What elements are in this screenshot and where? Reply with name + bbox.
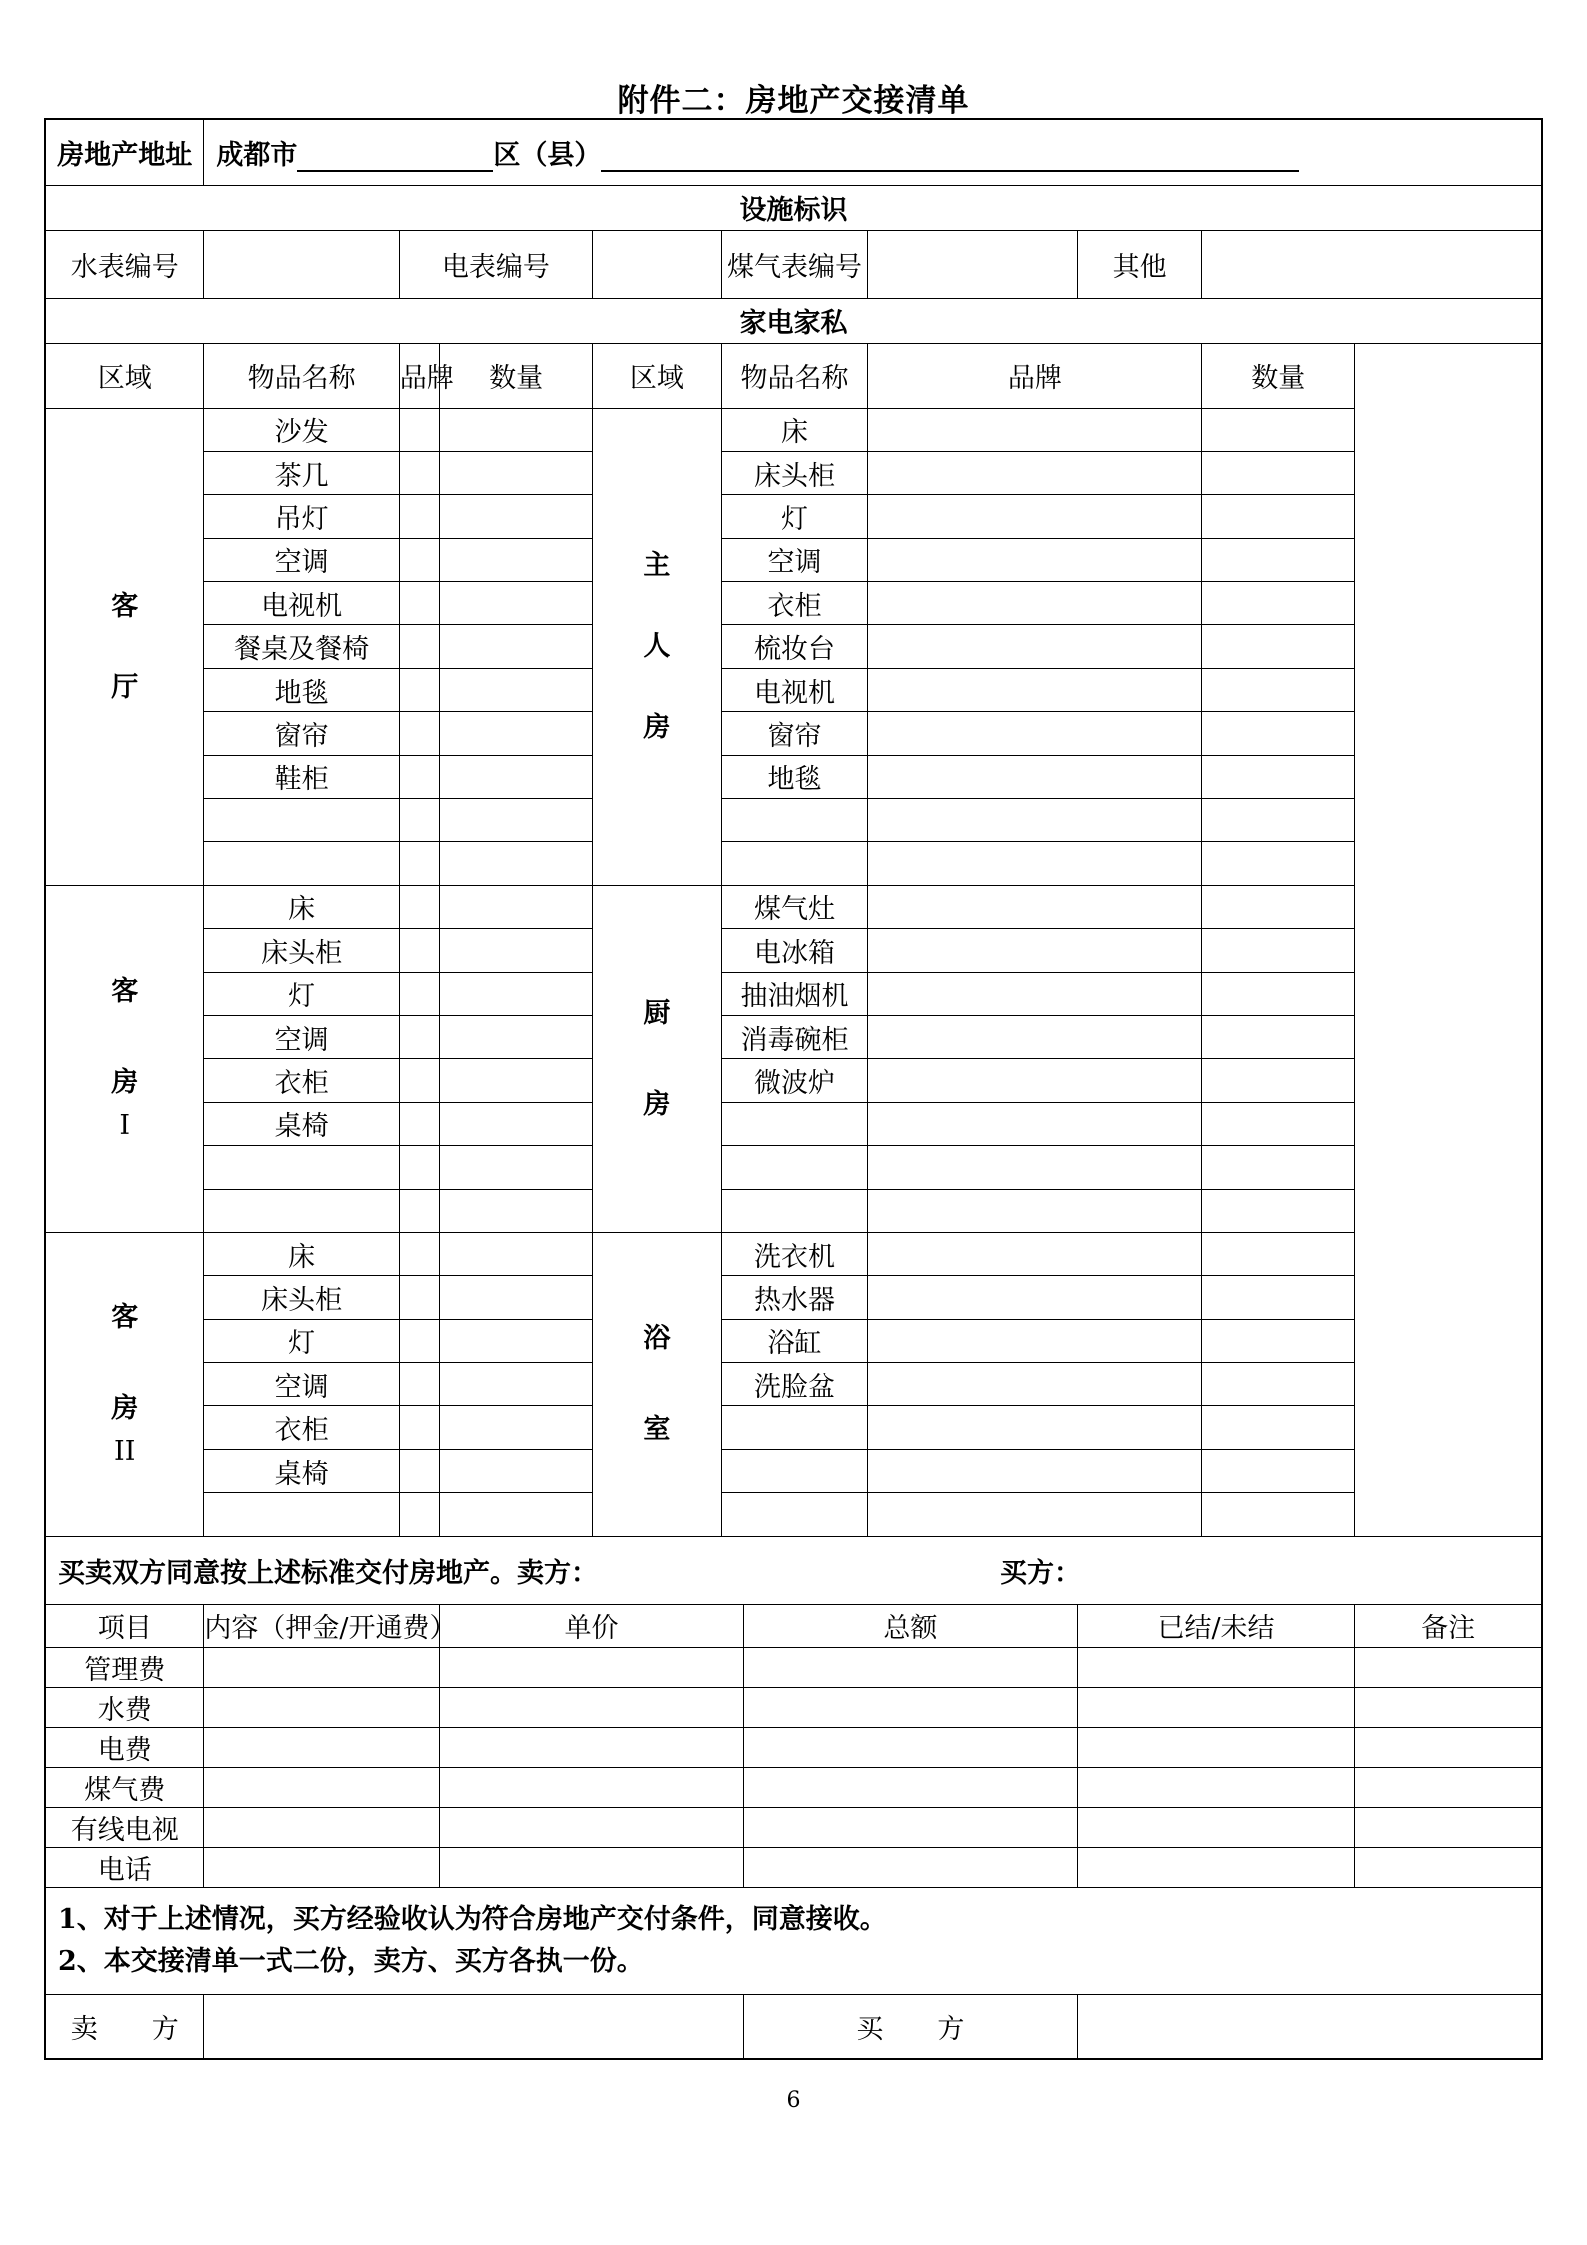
brand-input[interactable] xyxy=(399,1232,439,1275)
gas-meter-label: 煤气表编号 xyxy=(721,230,868,298)
water-meter-label: 水表编号 xyxy=(45,230,204,298)
fee-header-total: 总额 xyxy=(743,1604,1077,1647)
qty-input[interactable] xyxy=(1202,668,1355,711)
brand-input[interactable] xyxy=(399,1406,439,1449)
brand-input[interactable] xyxy=(868,1406,1202,1449)
electric-meter-value[interactable] xyxy=(593,230,722,298)
item-name xyxy=(204,1493,399,1536)
item-name: 梳妆台 xyxy=(721,625,868,668)
brand-input[interactable] xyxy=(399,495,439,538)
brand-input[interactable] xyxy=(399,668,439,711)
item-name: 窗帘 xyxy=(721,712,868,755)
agreement-text: 买卖双方同意按上述标准交付房地产。卖方： xyxy=(58,1557,598,1589)
area-label-guest-room-2 xyxy=(45,1232,204,1536)
brand-input[interactable] xyxy=(399,1015,439,1058)
area-number: II xyxy=(114,1435,136,1467)
qty-input[interactable] xyxy=(440,1232,593,1275)
address-value xyxy=(204,119,1542,185)
column-header-area: 区域 xyxy=(45,343,204,408)
item-name: 餐桌及餐椅 xyxy=(204,625,399,668)
fee-unit-price-input[interactable] xyxy=(440,1687,744,1727)
fee-settled-input[interactable] xyxy=(1077,1687,1354,1727)
qty-input[interactable] xyxy=(440,1276,593,1319)
brand-input[interactable] xyxy=(868,1059,1202,1102)
item-name: 茶几 xyxy=(204,451,399,494)
column-header-qty: 数量 xyxy=(440,343,593,408)
item-name: 洗衣机 xyxy=(721,1232,868,1275)
qty-input[interactable] xyxy=(440,712,593,755)
fee-total-input[interactable] xyxy=(743,1807,1077,1847)
fee-item: 煤气费 xyxy=(45,1767,204,1807)
brand-input[interactable] xyxy=(399,1363,439,1406)
brand-input[interactable] xyxy=(868,799,1202,842)
qty-input[interactable] xyxy=(1202,755,1355,798)
item-name xyxy=(721,842,868,885)
area-char: 室 xyxy=(643,1414,671,1446)
fee-remark-input[interactable] xyxy=(1355,1647,1542,1687)
area-label-bathroom xyxy=(593,1232,722,1536)
brand-input[interactable] xyxy=(868,1232,1202,1275)
city-label: 成都市 xyxy=(216,139,298,171)
item-name xyxy=(721,1493,868,1536)
qty-input[interactable] xyxy=(440,1146,593,1189)
item-name: 空调 xyxy=(721,538,868,581)
fee-settled-input[interactable] xyxy=(1077,1727,1354,1767)
item-name xyxy=(721,799,868,842)
fee-unit-price-input[interactable] xyxy=(440,1727,744,1767)
column-header-brand: 品牌 xyxy=(868,343,1202,408)
qty-input[interactable] xyxy=(440,1102,593,1145)
area-char: 房 xyxy=(111,1392,139,1424)
fee-item: 水费 xyxy=(45,1687,204,1727)
brand-input[interactable] xyxy=(399,1102,439,1145)
area-char: 人 xyxy=(643,631,671,663)
qty-input[interactable] xyxy=(1202,408,1355,451)
brand-input[interactable] xyxy=(868,408,1202,451)
fee-unit-price-input[interactable] xyxy=(440,1767,744,1807)
qty-input[interactable] xyxy=(1202,451,1355,494)
qty-input[interactable] xyxy=(1202,1232,1355,1275)
brand-input[interactable] xyxy=(399,885,439,928)
fee-content-input[interactable] xyxy=(204,1687,440,1727)
item-name: 衣柜 xyxy=(204,1059,399,1102)
brand-input[interactable] xyxy=(399,625,439,668)
brand-input[interactable] xyxy=(868,451,1202,494)
brand-input[interactable] xyxy=(399,1319,439,1362)
facilities-header: 设施标识 xyxy=(45,185,1542,230)
item-name: 地毯 xyxy=(721,755,868,798)
item-name: 灯 xyxy=(204,972,399,1015)
qty-input[interactable] xyxy=(440,582,593,625)
brand-input[interactable] xyxy=(399,799,439,842)
qty-input[interactable] xyxy=(1202,885,1355,928)
area-char: 厅 xyxy=(111,671,139,703)
other-value[interactable] xyxy=(1202,230,1542,298)
qty-input[interactable] xyxy=(1202,1015,1355,1058)
brand-input[interactable] xyxy=(868,1189,1202,1232)
item-name: 桌椅 xyxy=(204,1102,399,1145)
area-char: 客 xyxy=(111,976,139,1008)
qty-input[interactable] xyxy=(1202,929,1355,972)
item-name: 床头柜 xyxy=(204,1276,399,1319)
buyer-sign-label: 买 方 xyxy=(743,1994,1077,2059)
brand-input[interactable] xyxy=(868,842,1202,885)
qty-input[interactable] xyxy=(440,885,593,928)
item-name: 煤气灶 xyxy=(721,885,868,928)
item-name: 衣柜 xyxy=(721,582,868,625)
area-char: 房 xyxy=(643,712,671,744)
area-label-master-room xyxy=(593,408,722,885)
area-char: 房 xyxy=(111,1067,139,1099)
item-name: 电视机 xyxy=(721,668,868,711)
item-name: 鞋柜 xyxy=(204,755,399,798)
item-name: 吊灯 xyxy=(204,495,399,538)
brand-input[interactable] xyxy=(868,972,1202,1015)
fee-unit-price-input[interactable] xyxy=(440,1647,744,1687)
brand-input[interactable] xyxy=(399,842,439,885)
qty-input[interactable] xyxy=(1202,582,1355,625)
item-name: 床头柜 xyxy=(204,929,399,972)
item-name xyxy=(721,1449,868,1492)
fee-unit-price-input[interactable] xyxy=(440,1847,744,1887)
column-header-brand: 品牌 xyxy=(399,343,439,408)
qty-input[interactable] xyxy=(440,1189,593,1232)
fee-header-remark: 备注 xyxy=(1355,1604,1542,1647)
qty-input[interactable] xyxy=(440,538,593,581)
qty-input[interactable] xyxy=(1202,1449,1355,1492)
brand-input[interactable] xyxy=(399,451,439,494)
item-name: 空调 xyxy=(204,1015,399,1058)
column-header-item: 物品名称 xyxy=(721,343,868,408)
brand-input[interactable] xyxy=(868,495,1202,538)
column-header-area: 区域 xyxy=(593,343,722,408)
item-name: 灯 xyxy=(204,1319,399,1362)
item-name: 浴缸 xyxy=(721,1319,868,1362)
item-name: 微波炉 xyxy=(721,1059,868,1102)
brand-input[interactable] xyxy=(868,1276,1202,1319)
item-name: 电视机 xyxy=(204,582,399,625)
district-label: 区（县） xyxy=(493,139,602,171)
qty-input[interactable] xyxy=(440,1493,593,1536)
brand-input[interactable] xyxy=(868,885,1202,928)
qty-input[interactable] xyxy=(440,668,593,711)
brand-input[interactable] xyxy=(399,712,439,755)
gas-meter-value[interactable] xyxy=(868,230,1078,298)
appliances-header: 家电家私 xyxy=(45,298,1542,343)
brand-input[interactable] xyxy=(399,929,439,972)
fee-item: 管理费 xyxy=(45,1647,204,1687)
item-name: 灯 xyxy=(721,495,868,538)
fee-content-input[interactable] xyxy=(204,1647,440,1687)
water-meter-value[interactable] xyxy=(204,230,399,298)
item-name: 床头柜 xyxy=(721,451,868,494)
agreement-line xyxy=(45,1536,1542,1604)
brand-input[interactable] xyxy=(399,1146,439,1189)
qty-input[interactable] xyxy=(1202,1102,1355,1145)
brand-input[interactable] xyxy=(868,625,1202,668)
qty-input[interactable] xyxy=(1202,799,1355,842)
qty-input[interactable] xyxy=(1202,1059,1355,1102)
qty-input[interactable] xyxy=(1202,972,1355,1015)
brand-input[interactable] xyxy=(399,755,439,798)
item-name: 桌椅 xyxy=(204,1449,399,1492)
item-name: 窗帘 xyxy=(204,712,399,755)
fee-remark-input[interactable] xyxy=(1355,1847,1542,1887)
fee-content-input[interactable] xyxy=(204,1847,440,1887)
brand-input[interactable] xyxy=(399,1493,439,1536)
item-name: 床 xyxy=(721,408,868,451)
brand-input[interactable] xyxy=(399,1059,439,1102)
fee-remark-input[interactable] xyxy=(1355,1767,1542,1807)
other-label: 其他 xyxy=(1077,230,1201,298)
qty-input[interactable] xyxy=(1202,712,1355,755)
item-name: 床 xyxy=(204,1232,399,1275)
fee-total-input[interactable] xyxy=(743,1647,1077,1687)
fee-content-input[interactable] xyxy=(204,1767,440,1807)
item-name: 消毒碗柜 xyxy=(721,1015,868,1058)
item-name xyxy=(204,842,399,885)
column-header-qty: 数量 xyxy=(1202,343,1355,408)
area-label-guest-room-1 xyxy=(45,885,204,1232)
electric-meter-label: 电表编号 xyxy=(399,230,592,298)
brand-input[interactable] xyxy=(399,1449,439,1492)
item-name: 电冰箱 xyxy=(721,929,868,972)
area-label-living-room xyxy=(45,408,204,885)
qty-input[interactable] xyxy=(440,1059,593,1102)
item-name: 衣柜 xyxy=(204,1406,399,1449)
qty-input[interactable] xyxy=(440,1319,593,1362)
qty-input[interactable] xyxy=(440,972,593,1015)
qty-input[interactable] xyxy=(440,929,593,972)
qty-input[interactable] xyxy=(1202,842,1355,885)
fee-header-content: 内容（押金/开通费） xyxy=(204,1604,440,1647)
brand-input[interactable] xyxy=(399,538,439,581)
brand-input[interactable] xyxy=(399,1189,439,1232)
item-name: 空调 xyxy=(204,538,399,581)
fee-item: 有线电视 xyxy=(45,1807,204,1847)
qty-input[interactable] xyxy=(1202,1406,1355,1449)
fee-settled-input[interactable] xyxy=(1077,1807,1354,1847)
fee-settled-input[interactable] xyxy=(1077,1647,1354,1687)
note-line: 1、对于上述情况，买方经验收认为符合房地产交付条件，同意接收。 xyxy=(58,1903,887,1935)
qty-input[interactable] xyxy=(1202,495,1355,538)
qty-input[interactable] xyxy=(1202,1493,1355,1536)
brand-input[interactable] xyxy=(868,1146,1202,1189)
brand-input[interactable] xyxy=(868,538,1202,581)
area-char: 客 xyxy=(111,1301,139,1333)
column-header-item: 物品名称 xyxy=(204,343,399,408)
qty-input[interactable] xyxy=(440,842,593,885)
fee-remark-input[interactable] xyxy=(1355,1727,1542,1767)
qty-input[interactable] xyxy=(440,1015,593,1058)
qty-input[interactable] xyxy=(440,1449,593,1492)
qty-input[interactable] xyxy=(1202,625,1355,668)
qty-input[interactable] xyxy=(440,799,593,842)
brand-input[interactable] xyxy=(399,582,439,625)
city-district-blank[interactable] xyxy=(297,144,493,172)
brand-input[interactable] xyxy=(868,1493,1202,1536)
fee-total-input[interactable] xyxy=(743,1847,1077,1887)
brand-input[interactable] xyxy=(868,929,1202,972)
item-name xyxy=(204,1189,399,1232)
fee-unit-price-input[interactable] xyxy=(440,1807,744,1847)
brand-input[interactable] xyxy=(868,668,1202,711)
brand-input[interactable] xyxy=(399,972,439,1015)
area-char: 主 xyxy=(643,550,671,582)
fee-content-input[interactable] xyxy=(204,1807,440,1847)
item-name xyxy=(721,1406,868,1449)
brand-input[interactable] xyxy=(868,1319,1202,1362)
qty-input[interactable] xyxy=(440,408,593,451)
item-name: 热水器 xyxy=(721,1276,868,1319)
fee-settled-input[interactable] xyxy=(1077,1847,1354,1887)
item-name xyxy=(204,799,399,842)
qty-input[interactable] xyxy=(440,1406,593,1449)
handover-form xyxy=(44,118,1543,2060)
item-name: 沙发 xyxy=(204,408,399,451)
qty-input[interactable] xyxy=(1202,1363,1355,1406)
brand-input[interactable] xyxy=(868,1015,1202,1058)
page-title: 附件二：房地产交接清单 xyxy=(617,83,970,119)
qty-input[interactable] xyxy=(1202,1146,1355,1189)
area-char: 房 xyxy=(643,1088,671,1120)
qty-input[interactable] xyxy=(440,1363,593,1406)
agreement-buyer: 买方： xyxy=(1000,1557,1081,1589)
qty-input[interactable] xyxy=(1202,1319,1355,1362)
qty-input[interactable] xyxy=(1202,1276,1355,1319)
fee-total-input[interactable] xyxy=(743,1767,1077,1807)
area-char: 浴 xyxy=(643,1323,671,1355)
item-name xyxy=(721,1146,868,1189)
address-label: 房地产地址 xyxy=(45,119,204,185)
fee-content-input[interactable] xyxy=(204,1727,440,1767)
area-number: I xyxy=(119,1110,131,1142)
brand-input[interactable] xyxy=(868,1363,1202,1406)
fee-remark-input[interactable] xyxy=(1355,1687,1542,1727)
seller-sign-label: 卖 方 xyxy=(45,1994,204,2059)
item-name xyxy=(721,1189,868,1232)
qty-input[interactable] xyxy=(440,451,593,494)
item-name: 空调 xyxy=(204,1363,399,1406)
area-label-kitchen xyxy=(593,885,722,1232)
fee-remark-input[interactable] xyxy=(1355,1807,1542,1847)
item-name: 床 xyxy=(204,885,399,928)
fee-item: 电费 xyxy=(45,1727,204,1767)
area-char: 厨 xyxy=(643,997,671,1029)
qty-input[interactable] xyxy=(440,755,593,798)
note-line: 2、本交接清单一式二份，卖方、买方各执一份。 xyxy=(58,1945,644,1977)
buyer-sign-field[interactable] xyxy=(1077,1994,1542,2059)
notes-block xyxy=(45,1887,1542,1994)
fee-item: 电话 xyxy=(45,1847,204,1887)
item-name: 地毯 xyxy=(204,668,399,711)
qty-input[interactable] xyxy=(1202,538,1355,581)
page-number: 6 xyxy=(786,2088,801,2113)
fee-total-input[interactable] xyxy=(743,1727,1077,1767)
brand-input[interactable] xyxy=(868,1449,1202,1492)
item-name xyxy=(721,1102,868,1145)
fee-settled-input[interactable] xyxy=(1077,1767,1354,1807)
qty-input[interactable] xyxy=(440,495,593,538)
item-name: 抽油烟机 xyxy=(721,972,868,1015)
fee-total-input[interactable] xyxy=(743,1687,1077,1727)
item-name: 洗脸盆 xyxy=(721,1363,868,1406)
brand-input[interactable] xyxy=(399,1276,439,1319)
seller-sign-field[interactable] xyxy=(204,1994,743,2059)
brand-input[interactable] xyxy=(868,755,1202,798)
brand-input[interactable] xyxy=(868,1102,1202,1145)
fee-header-unit-price: 单价 xyxy=(440,1604,744,1647)
qty-input[interactable] xyxy=(1202,1189,1355,1232)
brand-input[interactable] xyxy=(868,582,1202,625)
brand-input[interactable] xyxy=(399,408,439,451)
fee-header-item: 项目 xyxy=(45,1604,204,1647)
address-detail-blank[interactable] xyxy=(601,144,1299,172)
fee-header-settled: 已结/未结 xyxy=(1077,1604,1354,1647)
qty-input[interactable] xyxy=(440,625,593,668)
brand-input[interactable] xyxy=(868,712,1202,755)
area-char: 客 xyxy=(111,590,139,622)
item-name xyxy=(204,1146,399,1189)
